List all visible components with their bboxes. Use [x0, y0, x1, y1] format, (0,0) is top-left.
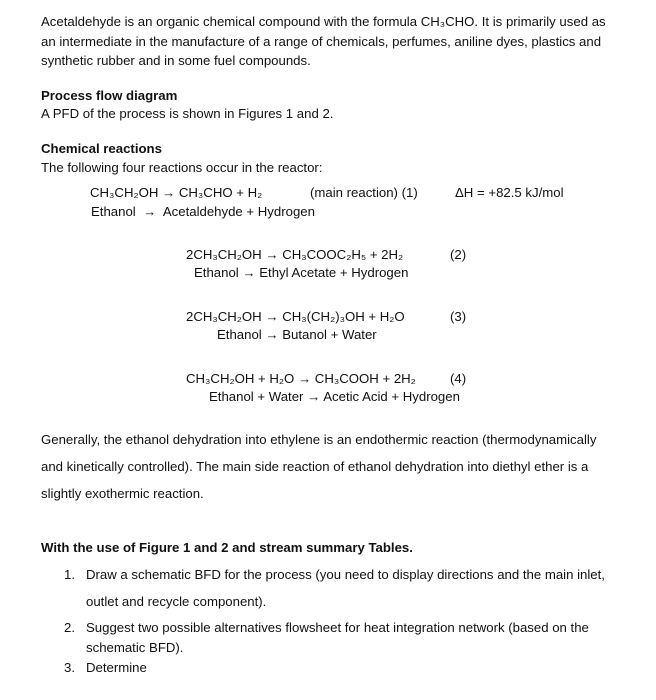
reactions-heading: Chemical reactions	[41, 141, 162, 156]
reaction-1-note: (main reaction) (1)	[310, 185, 418, 200]
intro-line: an intermediate in the manufacture of a range of chemicals, perfumes, aniline dyes, plastics and	[41, 34, 602, 49]
intro-line: Acetaldehyde is an organic chemical compound with the formula CH₃CHO. It is primarily used as	[41, 14, 606, 29]
list-item-line: Determine	[86, 660, 147, 675]
reaction-4-note: (4)	[450, 371, 467, 386]
general-line: Generally, the ethanol dehydration into ethylene is an endothermic reaction (thermodynamically	[41, 432, 597, 447]
reactions-text: The following four reactions occur in the reactor:	[41, 160, 323, 175]
general-line: slightly exothermic reaction.	[41, 486, 204, 501]
list-item-line: Draw a schematic BFD for the process (you need to display directions and the main inlet,	[86, 567, 605, 582]
list-number: 1.	[64, 567, 75, 582]
reaction-3-equation: 2CH₃CH₂OH → CH₃(CH₂)₃OH + H₂O	[186, 309, 405, 324]
reaction-3-words: Ethanol → Butanol + Water	[217, 327, 377, 342]
pfd-text: A PFD of the process is shown in Figures 1 and 2.	[41, 106, 334, 121]
reaction-1-words: Ethanol → Acetaldehyde + Hydrogen	[91, 204, 315, 219]
list-item-line: outlet and recycle component).	[86, 594, 267, 609]
list-number: 2.	[64, 620, 75, 635]
list-item-line: Suggest two possible alternatives flowsheet for heat integration network (based on the	[86, 620, 589, 635]
reaction-1-equation: CH₃CH₂OH → CH₃CHO + H₂	[90, 185, 263, 200]
reaction-2-equation: 2CH₃CH₂OH → CH₃COOC₂H₅ + 2H₂	[186, 247, 404, 262]
reaction-3-note: (3)	[450, 309, 467, 324]
intro-line: synthetic rubber and in some fuel compounds.	[41, 53, 311, 68]
list-item-line: schematic BFD).	[86, 640, 184, 655]
reaction-4-words: Ethanol + Water → Acetic Acid + Hydrogen	[209, 389, 460, 404]
reaction-1-enthalpy: ΔH = +82.5 kJ/mol	[455, 185, 564, 200]
task-heading: With the use of Figure 1 and 2 and stream summary Tables.	[41, 540, 413, 555]
reaction-4-equation: CH₃CH₂OH + H₂O → CH₃COOH + 2H₂	[186, 371, 416, 386]
reaction-2-words: Ethanol → Ethyl Acetate + Hydrogen	[194, 265, 409, 280]
reaction-2-note: (2)	[450, 247, 467, 262]
pfd-heading: Process flow diagram	[41, 88, 178, 103]
list-number: 3.	[64, 660, 75, 675]
general-line: and kinetically controlled). The main side reaction of ethanol dehydration into diethyl ether is a	[41, 459, 589, 474]
